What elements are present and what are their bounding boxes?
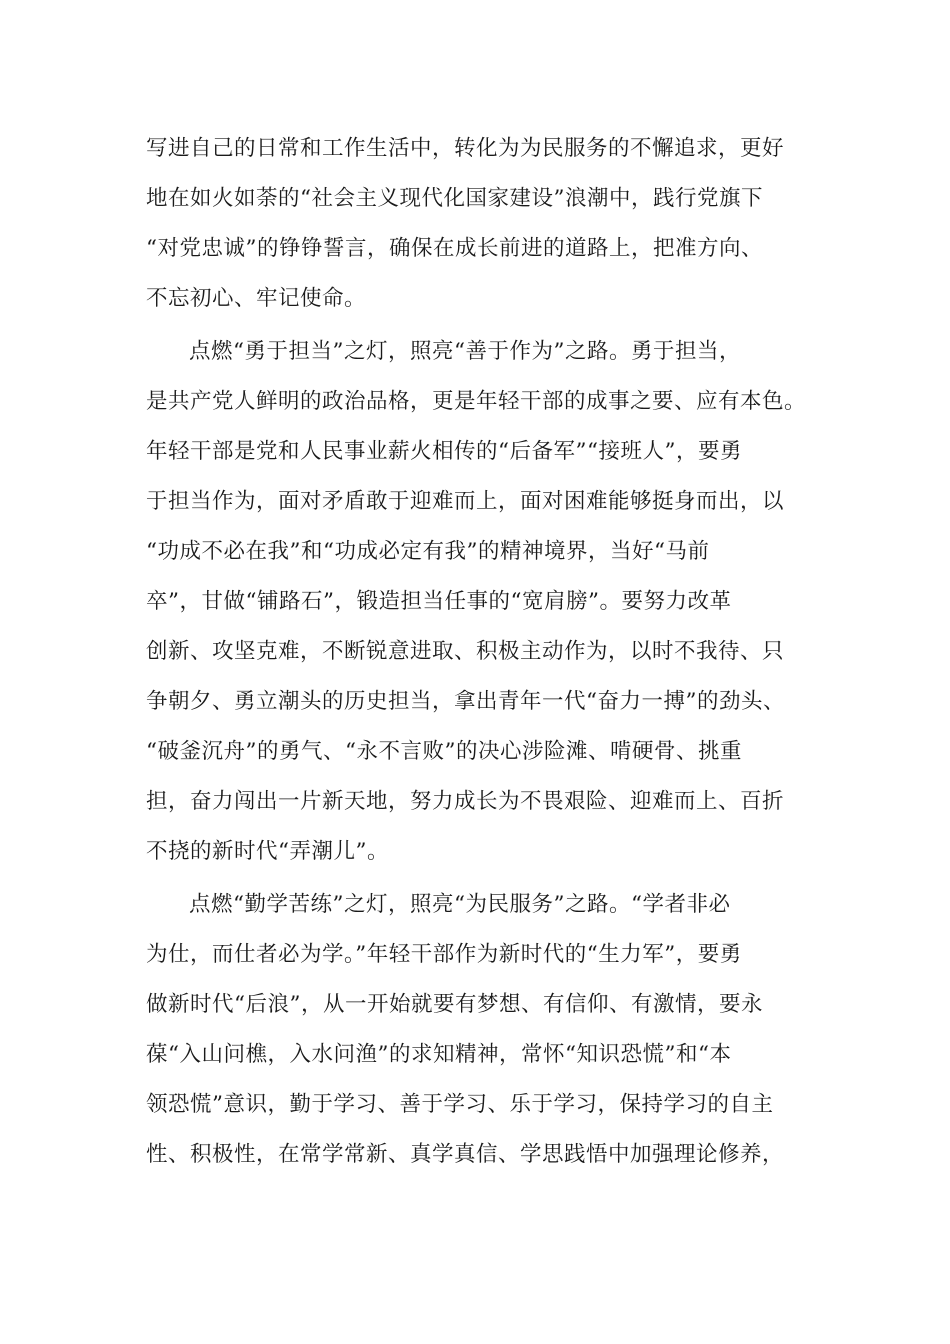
text-line: 担，奋力闯出一片新天地，努力成长为不畏艰险、迎难而上、百折 <box>146 789 785 814</box>
text-line: 为仕，而仕者必为学。”年轻干部作为新时代的“生力军”，要勇 <box>146 942 742 967</box>
text-line: 领恐慌”意识，勤于学习、善于学习、乐于学习，保持学习的自主 <box>146 1092 774 1117</box>
text-line: 写进自己的日常和工作生活中，转化为为民服务的不懈追求，更好 <box>146 136 785 161</box>
text-line: 葆“入山问樵，入水问渔”的求知精神，常怀“知识恐慌”和“本 <box>146 1042 732 1067</box>
text-line: 创新、攻坚克难，不断锐意进取、积极主动作为，以时不我待、只 <box>146 639 785 664</box>
text-line: 是共产党人鲜明的政治品格，更是年轻干部的成事之要、应有本色。 <box>146 389 807 414</box>
text-line: 年轻干部是党和人民事业薪火相传的“后备军”“接班人”，要勇 <box>146 439 742 464</box>
text-line: “对党忠诚”的铮铮誓言，确保在成长前进的道路上，把准方向、 <box>146 236 763 261</box>
text-line: 地在如火如荼的“社会主义现代化国家建设”浪潮中，践行党旗下 <box>146 186 763 211</box>
text-line: 卒”，甘做“铺路石”，锻造担当任事的“宽肩膀”。要努力改革 <box>146 589 732 614</box>
paragraph-first-line: 点燃“勇于担当”之灯，照亮“善于作为”之路。勇于担当， <box>189 339 741 364</box>
text-line: 做新时代“后浪”，从一开始就要有梦想、有信仰、有激情，要永 <box>146 992 763 1017</box>
text-line: 于担当作为，面对矛盾敢于迎难而上，面对困难能够挺身而出，以 <box>146 489 785 514</box>
text-line: “功成不必在我”和“功成必定有我”的精神境界，当好“马前 <box>146 539 710 564</box>
text-line: “破釜沉舟”的勇气、“永不言败”的决心涉险滩、啃硬骨、挑重 <box>146 739 742 764</box>
text-line: 不忘初心、牢记使命。 <box>146 286 367 311</box>
paragraph-first-line: 点燃“勤学苦练”之灯，照亮“为民服务”之路。“学者非必 <box>189 892 731 917</box>
text-line: 争朝夕、勇立潮头的历史担当，拿出青年一代“奋力一搏”的劲头、 <box>146 689 785 714</box>
text-line: 不挠的新时代“弄潮儿”。 <box>146 839 389 864</box>
text-line: 性、积极性，在常学常新、真学真信、学思践悟中加强理论修养， <box>146 1142 785 1167</box>
